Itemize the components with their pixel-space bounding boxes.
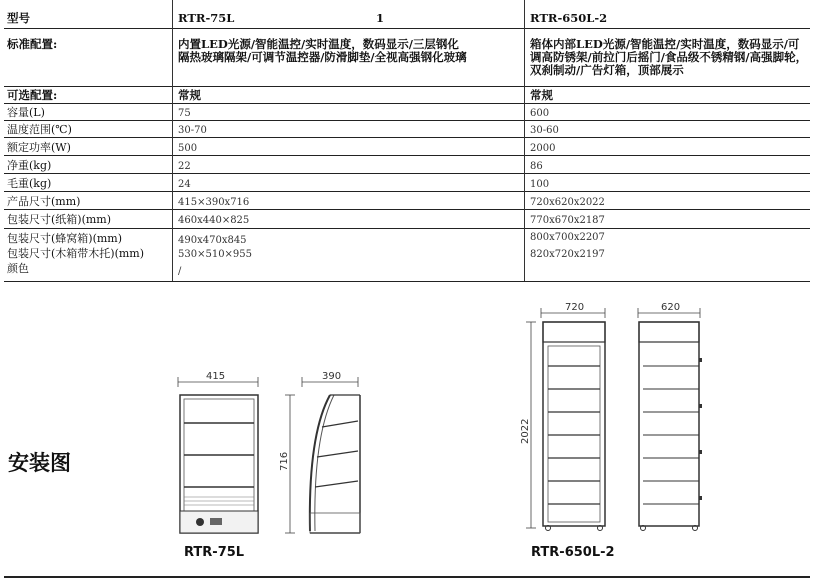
row-label: 产品尺寸(mm): [7, 195, 81, 208]
table-row: [4, 192, 810, 210]
optional-b: 常规: [530, 88, 553, 102]
table-row: [4, 174, 810, 192]
caption-rtr-650l-2: RTR-650L-2: [531, 545, 615, 560]
install-heading: 安装图: [8, 451, 71, 475]
row-value-a-honeycomb: 490x470x845: [178, 235, 247, 246]
column-divider: [524, 0, 525, 281]
header-model-b: RTR-650L-2: [530, 11, 608, 25]
row-label-color: 颜色: [7, 262, 29, 275]
row-value-a: 22: [178, 161, 191, 172]
dim-width-a: 415: [206, 371, 226, 382]
table-row-header: [4, 0, 810, 29]
standard-b: 箱体内部LED光源/智能温控/实时温度，数码显示/可调高防锈架/前拉门后摇门/食品级不锈精钢/高强脚轮，双刹制动/广告灯箱，顶部展示: [530, 37, 808, 77]
table-row-standard: [4, 29, 810, 87]
row-value-b: 30-60: [530, 125, 559, 136]
caption-rtr-75l: RTR-75L: [184, 545, 245, 560]
row-label: 毛重(kg): [7, 177, 52, 190]
row-value-a: 24: [178, 179, 191, 190]
bottom-rule: [4, 576, 810, 578]
row-value-b: 720x620x2022: [530, 197, 605, 208]
dim-height-b: 2022: [520, 418, 531, 444]
row-value-b: 86: [530, 161, 543, 172]
column-divider: [172, 0, 173, 281]
row-label-honeycomb: 包装尺寸(蜂窝箱)(mm): [7, 232, 123, 245]
row-label: 净重(kg): [7, 159, 52, 172]
row-value-a: 460x440×825: [178, 215, 250, 226]
dim-depth-b: 620: [661, 302, 681, 313]
row-value-b: 600: [530, 108, 550, 119]
rtr-75l-drawing: [170, 365, 380, 540]
row-value-a-wooden: 530×510×955: [178, 249, 253, 260]
optional-label: 可选配置:: [7, 88, 58, 102]
front-view: [543, 322, 605, 531]
dim-width-b: 720: [565, 302, 585, 313]
header-note: 1: [376, 11, 385, 25]
row-value-a: 30-70: [178, 125, 207, 136]
row-value-b: 770x670x2187: [530, 215, 605, 226]
table-row-packaging: [4, 229, 810, 282]
row-label-wooden: 包装尺寸(木箱带木托)(mm): [7, 247, 145, 260]
table-row: [4, 138, 810, 156]
row-value-b: 100: [530, 179, 550, 190]
row-value-b: 2000: [530, 143, 556, 154]
table-row: [4, 104, 810, 121]
table-row: [4, 121, 810, 138]
row-value-b-wooden: 820x720x2197: [530, 249, 605, 260]
row-value-a: 415×390x716: [178, 197, 250, 208]
standard-label: 标准配置:: [7, 37, 58, 51]
row-value-a: 75: [178, 108, 191, 119]
table-row-optional: [4, 87, 810, 104]
row-label: 温度范围(℃): [7, 123, 72, 136]
optional-a: 常规: [178, 88, 201, 102]
row-value-b-honeycomb: 800x700x2207: [530, 232, 605, 243]
row-label: 容量(L): [7, 106, 45, 119]
row-label: 包装尺寸(纸箱)(mm): [7, 213, 112, 226]
side-view: [310, 395, 360, 533]
dim-height-a: 716: [279, 451, 290, 471]
rtr-650l-2-drawing: [515, 296, 715, 536]
standard-a: 内置LED光源/智能温控/实时温度，数码显示/三层钢化隔热玻璃隔架/可调节温控器/防滑脚垫/全视高强钢化玻璃: [178, 37, 467, 64]
side-view: [639, 322, 702, 531]
table-row: [4, 156, 810, 174]
row-value-a: 500: [178, 143, 198, 154]
row-label: 额定功率(W): [7, 141, 71, 154]
front-view: [180, 395, 258, 533]
row-value-a-color: /: [178, 266, 182, 277]
table-row: [4, 210, 810, 229]
header-model-a: RTR-75L: [178, 11, 235, 25]
dim-depth-a: 390: [322, 371, 342, 382]
header-label: 型号: [7, 11, 30, 25]
